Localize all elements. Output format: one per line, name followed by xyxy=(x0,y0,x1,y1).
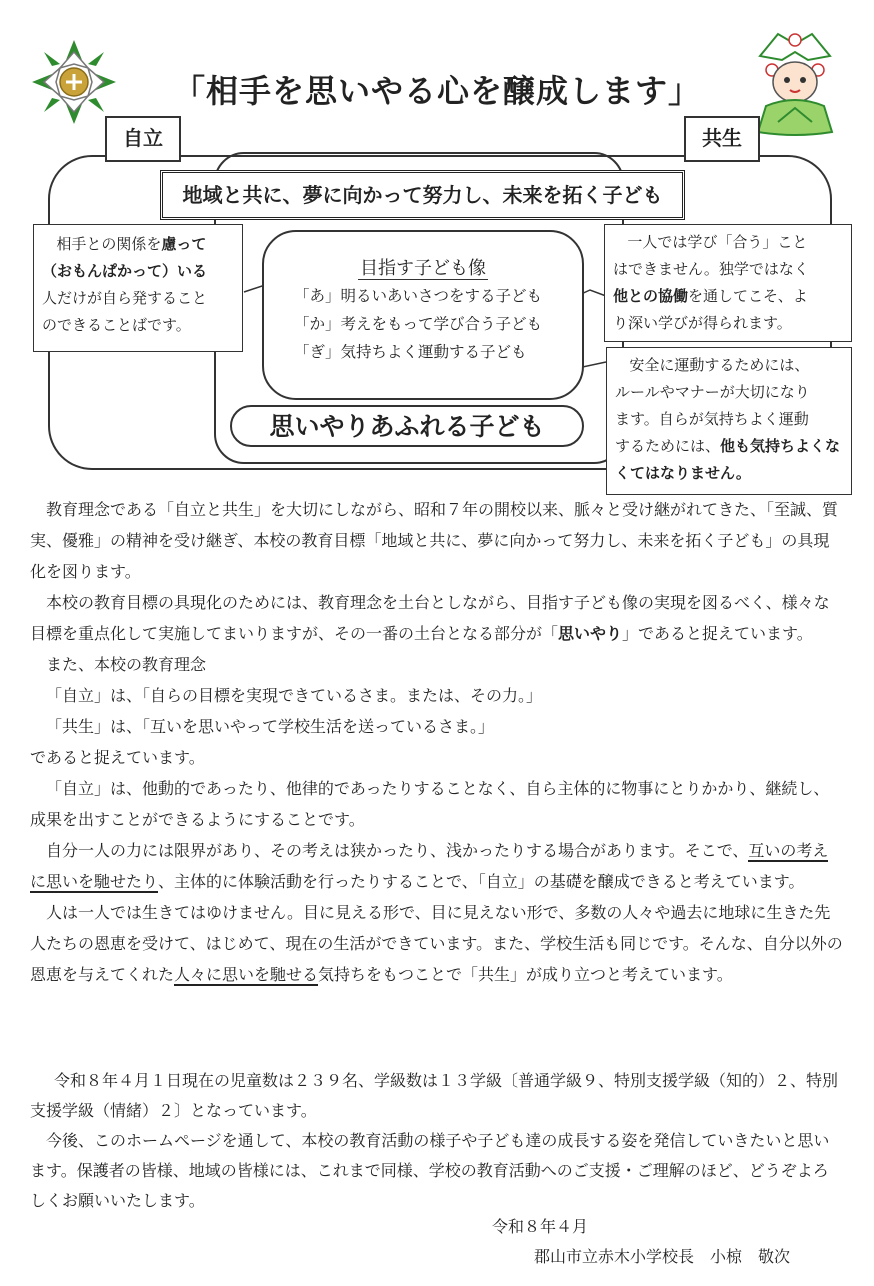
paragraph: 「自立」は、他動的であったり、他律的であったりすることなく、自ら主体的に物事にとりかかり、継続し、成果を出すことができるようにすることです。 xyxy=(30,779,830,829)
target-line: 「か」考えをもって学び合う子ども xyxy=(294,315,543,333)
motto: 思いやりあふれる子ども xyxy=(230,405,584,447)
school-status xyxy=(30,1066,844,1216)
target-line: 「ぎ」気持ちよく運動する子ども xyxy=(294,343,527,361)
body-text xyxy=(30,494,844,990)
signature: 郡山市立赤木小学校長 小椋 敬次 xyxy=(534,1247,791,1266)
right-note-bottom: 安全に運動するためには、 ルールやマナーが大切になり ます。自らが気持ちよく運動 するためには、他も気持ちよくなくてはなりません。 xyxy=(606,347,852,495)
date: 令和８年４月 xyxy=(492,1217,589,1236)
target-line: 「あ」明るいあいさつをする子ども xyxy=(294,287,543,305)
target-heading: 目指す子ども像 xyxy=(360,258,486,279)
paragraph: 教育理念である「自立と共生」を大切にしながら、昭和７年の開校以来、脈々と受け継がれてきた、「至誠、質実、優雅」の精神を受け継ぎ、本校の教育目標「地域と共に、夢に向かって努力し、未来を拓く子ども」の具現化を図ります。 xyxy=(30,500,839,581)
school-goal: 地域と共に、夢に向かって努力し、未来を拓く子ども xyxy=(160,170,685,220)
paragraph: 「自立」は、「自らの目標を実現できているさま。または、その力。」 xyxy=(46,686,543,705)
paragraph: 本校の教育目標の具現化のためには、教育理念を土台としながら、目指す子ども像の実現を図るべく、様々な目標を重点化して実施してまいりますが、その一番の土台となる部分が「思いやり」であると捉えています。 xyxy=(30,593,830,643)
tag-jiritsu: 自立 xyxy=(105,116,181,162)
left-note: 相手との関係を慮って （おもんぱかって）いる 人だけが自ら発すること のできることばです。 xyxy=(33,224,243,352)
paragraph: 自分一人の力には限界があり、その考えは狭かったり、浅かったりする場合があります。そこで、互いの考えに思いを馳せたり、主体的に体験活動を行ったりすることで、「自立」の基礎を醸成できると考えています。 xyxy=(30,841,829,891)
paragraph: であると捉えています。 xyxy=(30,748,205,767)
page-title: 「相手を思いやる心を醸成します」 xyxy=(172,72,701,110)
target-child-image xyxy=(262,230,584,400)
tag-kyosei: 共生 xyxy=(684,116,760,162)
paragraph: 「共生」は、「互いを思いやって学校生活を送っているさま。」 xyxy=(46,717,495,736)
right-note-top: 一人では学び「合う」こと はできません。独学ではなく 他との協働を通してこそ、よ り深い学びが得られます。 xyxy=(604,224,852,342)
paragraph: 今後、このホームページを通して、本校の教育活動の様子や子ども達の成長する姿を発信していきたいと思います。保護者の皆様、地域の皆様には、これまで同様、学校の教育活動へのご支援・ご理解のほど、どうぞよろしくお願いいたします。 xyxy=(30,1131,830,1210)
paragraph: 令和８年４月１日現在の児童数は２３９名、学級数は１３学級〔普通学級９、特別支援学級（知的）２、特別支援学級（情緒）２〕となっています。 xyxy=(30,1071,839,1120)
paragraph: 人は一人では生きてはゆけません。目に見える形で、目に見えない形で、多数の人々や過去に地球に生きた先人たちの恩恵を受けて、はじめて、現在の生活ができています。また、学校生活も同じです。そんな、自分以外の恩恵を与えてくれた人々に思いを馳せる気持ちをもつことで「共生」が成り立つと考えています。 xyxy=(30,903,843,984)
paragraph: また、本校の教育理念 xyxy=(46,655,207,674)
